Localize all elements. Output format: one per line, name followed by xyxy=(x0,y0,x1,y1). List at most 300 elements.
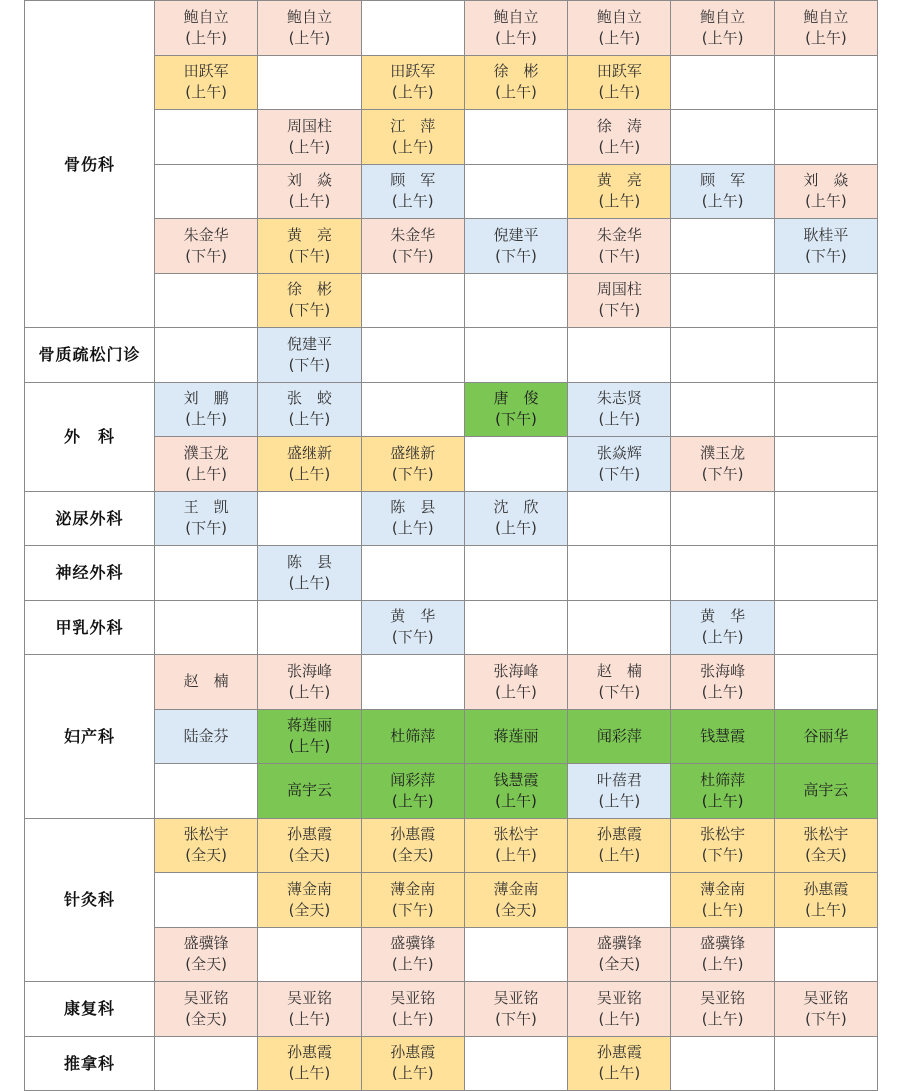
doctor-name: 杜筛萍 xyxy=(390,726,435,747)
empty-cell xyxy=(465,928,568,983)
schedule-cell xyxy=(362,1037,465,1091)
empty-cell xyxy=(775,546,878,601)
schedule-cell xyxy=(362,873,465,928)
shift-time: (下午) xyxy=(495,409,537,430)
doctor-name: 吴亚铭 xyxy=(700,988,745,1009)
shift-time: (下午) xyxy=(289,355,331,376)
shift-time: (下午) xyxy=(392,464,434,485)
shift-time: (下午) xyxy=(289,300,331,321)
empty-cell xyxy=(568,601,671,656)
shift-time: (上午) xyxy=(805,191,847,212)
schedule-cell xyxy=(671,601,774,656)
schedule-cell xyxy=(362,601,465,656)
department-label: 针灸科 xyxy=(25,819,155,983)
empty-cell xyxy=(775,1037,878,1091)
shift-time: (全天) xyxy=(185,954,227,975)
shift-time: (上午) xyxy=(598,1063,640,1084)
doctor-name: 高宇云 xyxy=(287,780,332,801)
shift-time: (下午) xyxy=(598,682,640,703)
doctor-name: 张海峰 xyxy=(287,661,332,682)
doctor-name: 鲍自立 xyxy=(597,7,642,28)
schedule-cell xyxy=(362,764,465,819)
schedule-cell xyxy=(465,710,568,765)
empty-cell xyxy=(568,328,671,383)
doctor-name: 蒋莲丽 xyxy=(287,715,332,736)
department-label: 甲乳外科 xyxy=(25,601,155,656)
shift-time: (上午) xyxy=(392,791,434,812)
doctor-name: 田跃军 xyxy=(184,61,229,82)
schedule-cell xyxy=(155,492,258,547)
doctor-name: 顾 军 xyxy=(390,170,435,191)
doctor-name: 吴亚铭 xyxy=(287,988,332,1009)
doctor-name: 田跃军 xyxy=(390,61,435,82)
doctor-name: 钱慧霞 xyxy=(494,770,539,791)
shift-time: (下午) xyxy=(185,246,227,267)
empty-cell xyxy=(775,437,878,492)
shift-time: (下午) xyxy=(702,845,744,866)
shift-time: (上午) xyxy=(289,137,331,158)
schedule-cell xyxy=(362,928,465,983)
shift-time: (下午) xyxy=(598,246,640,267)
doctor-name: 闻彩萍 xyxy=(390,770,435,791)
shift-time: (全天) xyxy=(185,845,227,866)
empty-cell xyxy=(671,492,774,547)
schedule-cell xyxy=(155,982,258,1037)
doctor-name: 薄金南 xyxy=(494,879,539,900)
shift-time: (上午) xyxy=(702,682,744,703)
doctor-name: 吴亚铭 xyxy=(184,988,229,1009)
shift-time: (上午) xyxy=(495,28,537,49)
schedule-cell xyxy=(258,546,361,601)
schedule-cell xyxy=(465,1,568,56)
shift-time: (上午) xyxy=(598,137,640,158)
empty-cell xyxy=(155,873,258,928)
schedule-cell xyxy=(671,165,774,220)
doctor-name: 盛骥锋 xyxy=(597,933,642,954)
schedule-cell xyxy=(155,56,258,111)
doctor-name: 鲍自立 xyxy=(287,7,332,28)
empty-cell xyxy=(775,274,878,329)
schedule-cell xyxy=(671,1,774,56)
schedule-cell xyxy=(258,328,361,383)
empty-cell xyxy=(258,56,361,111)
shift-time: (上午) xyxy=(289,573,331,594)
doctor-name: 唐 俊 xyxy=(494,388,539,409)
empty-cell xyxy=(671,383,774,438)
empty-cell xyxy=(775,56,878,111)
schedule-cell xyxy=(258,710,361,765)
shift-time: (上午) xyxy=(392,1063,434,1084)
shift-time: (上午) xyxy=(495,845,537,866)
schedule-cell xyxy=(258,1,361,56)
schedule-cell xyxy=(362,982,465,1037)
doctor-name: 徐 彬 xyxy=(494,61,539,82)
empty-cell xyxy=(465,601,568,656)
shift-time: (上午) xyxy=(289,1009,331,1030)
empty-cell xyxy=(671,274,774,329)
shift-time: (上午) xyxy=(289,191,331,212)
empty-cell xyxy=(465,437,568,492)
doctor-name: 鲍自立 xyxy=(700,7,745,28)
shift-time: (下午) xyxy=(805,246,847,267)
shift-time: (上午) xyxy=(702,1009,744,1030)
schedule-cell xyxy=(775,165,878,220)
shift-time: (上午) xyxy=(495,791,537,812)
shift-time: (上午) xyxy=(289,1063,331,1084)
empty-cell xyxy=(671,328,774,383)
doctor-name: 濮玉龙 xyxy=(700,443,745,464)
shift-time: (下午) xyxy=(185,518,227,539)
doctor-name: 吴亚铭 xyxy=(494,988,539,1009)
schedule-cell xyxy=(671,655,774,710)
shift-time: (全天) xyxy=(598,954,640,975)
doctor-name: 倪建平 xyxy=(494,225,539,246)
doctor-name: 朱志贤 xyxy=(597,388,642,409)
schedule-cell xyxy=(671,437,774,492)
shift-time: (上午) xyxy=(185,464,227,485)
shift-time: (上午) xyxy=(598,28,640,49)
doctor-name: 孙惠霞 xyxy=(597,824,642,845)
schedule-cell xyxy=(258,655,361,710)
doctor-name: 赵 楠 xyxy=(184,671,229,692)
schedule-cell xyxy=(775,764,878,819)
doctor-name: 叶蓓君 xyxy=(597,770,642,791)
shift-time: (上午) xyxy=(289,409,331,430)
doctor-name: 孙惠霞 xyxy=(803,879,848,900)
shift-time: (上午) xyxy=(289,736,331,757)
shift-time: (上午) xyxy=(805,900,847,921)
doctor-name: 张海峰 xyxy=(494,661,539,682)
doctor-name: 黄 亮 xyxy=(287,225,332,246)
schedule-cell xyxy=(568,165,671,220)
schedule-cell xyxy=(362,56,465,111)
doctor-name: 杜筛萍 xyxy=(700,770,745,791)
doctor-name: 盛骥锋 xyxy=(700,933,745,954)
shift-time: (上午) xyxy=(392,191,434,212)
doctor-name: 朱金华 xyxy=(390,225,435,246)
empty-cell xyxy=(258,928,361,983)
schedule-cell xyxy=(362,492,465,547)
schedule-cell xyxy=(775,982,878,1037)
schedule-cell xyxy=(465,873,568,928)
empty-cell xyxy=(155,1037,258,1091)
empty-cell xyxy=(465,274,568,329)
shift-time: (上午) xyxy=(598,791,640,812)
empty-cell xyxy=(568,492,671,547)
schedule-cell xyxy=(362,710,465,765)
doctor-name: 朱金华 xyxy=(597,225,642,246)
doctor-name: 徐 彬 xyxy=(287,279,332,300)
schedule-cell xyxy=(775,710,878,765)
doctor-name: 谷丽华 xyxy=(803,726,848,747)
schedule-cell xyxy=(568,383,671,438)
shift-time: (全天) xyxy=(289,845,331,866)
doctor-name: 张焱辉 xyxy=(597,443,642,464)
shift-time: (上午) xyxy=(702,28,744,49)
doctor-name: 吴亚铭 xyxy=(803,988,848,1009)
department-label: 骨伤科 xyxy=(25,1,155,328)
doctor-name: 钱慧霞 xyxy=(700,726,745,747)
shift-time: (上午) xyxy=(392,82,434,103)
empty-cell xyxy=(671,56,774,111)
doctor-name: 濮玉龙 xyxy=(184,443,229,464)
empty-cell xyxy=(465,546,568,601)
empty-cell xyxy=(155,165,258,220)
doctor-name: 朱金华 xyxy=(184,225,229,246)
schedule-cell xyxy=(155,655,258,710)
schedule-cell xyxy=(362,219,465,274)
schedule-cell xyxy=(258,219,361,274)
schedule-cell xyxy=(258,764,361,819)
shift-time: (上午) xyxy=(392,137,434,158)
doctor-name: 倪建平 xyxy=(287,334,332,355)
schedule-cell xyxy=(775,219,878,274)
department-label: 泌尿外科 xyxy=(25,492,155,547)
schedule-cell xyxy=(465,492,568,547)
empty-cell xyxy=(775,492,878,547)
empty-cell xyxy=(671,546,774,601)
empty-cell xyxy=(775,601,878,656)
shift-time: (下午) xyxy=(392,900,434,921)
shift-time: (下午) xyxy=(702,464,744,485)
schedule-cell xyxy=(671,982,774,1037)
schedule-cell xyxy=(568,437,671,492)
empty-cell xyxy=(155,110,258,165)
schedule-cell xyxy=(258,383,361,438)
schedule-cell xyxy=(465,56,568,111)
doctor-name: 黄 华 xyxy=(700,606,745,627)
schedule-cell xyxy=(155,928,258,983)
schedule-cell xyxy=(568,1037,671,1091)
empty-cell xyxy=(155,274,258,329)
empty-cell xyxy=(465,1037,568,1091)
doctor-name: 黄 华 xyxy=(390,606,435,627)
schedule-cell xyxy=(775,873,878,928)
empty-cell xyxy=(258,601,361,656)
shift-time: (上午) xyxy=(185,82,227,103)
doctor-name: 徐 涛 xyxy=(597,116,642,137)
schedule-cell xyxy=(568,56,671,111)
shift-time: (全天) xyxy=(185,1009,227,1030)
doctor-name: 刘 焱 xyxy=(287,170,332,191)
schedule-cell xyxy=(258,982,361,1037)
empty-cell xyxy=(362,655,465,710)
schedule-cell xyxy=(155,437,258,492)
department-label: 妇产科 xyxy=(25,655,155,819)
doctor-name: 沈 欣 xyxy=(494,497,539,518)
shift-time: (上午) xyxy=(495,518,537,539)
empty-cell xyxy=(155,546,258,601)
schedule-cell xyxy=(465,982,568,1037)
doctor-name: 孙惠霞 xyxy=(390,1042,435,1063)
schedule-cell xyxy=(258,437,361,492)
department-label: 康复科 xyxy=(25,982,155,1037)
shift-time: (上午) xyxy=(392,954,434,975)
doctor-name: 王 凯 xyxy=(184,497,229,518)
empty-cell xyxy=(155,601,258,656)
department-label: 骨质疏松门诊 xyxy=(25,328,155,383)
empty-cell xyxy=(775,928,878,983)
schedule-cell xyxy=(258,274,361,329)
shift-time: (上午) xyxy=(495,682,537,703)
schedule-cell xyxy=(465,383,568,438)
empty-cell xyxy=(465,110,568,165)
doctor-name: 孙惠霞 xyxy=(287,1042,332,1063)
shift-time: (全天) xyxy=(805,845,847,866)
doctor-name: 陈 县 xyxy=(390,497,435,518)
shift-time: (下午) xyxy=(495,246,537,267)
schedule-cell xyxy=(568,1,671,56)
shift-time: (上午) xyxy=(702,191,744,212)
doctor-name: 张 蛟 xyxy=(287,388,332,409)
shift-time: (下午) xyxy=(598,300,640,321)
schedule-cell xyxy=(465,764,568,819)
empty-cell xyxy=(671,219,774,274)
doctor-name: 盛骥锋 xyxy=(184,933,229,954)
doctor-name: 鲍自立 xyxy=(494,7,539,28)
schedule-cell xyxy=(568,710,671,765)
schedule-table xyxy=(24,0,878,1091)
shift-time: (下午) xyxy=(805,1009,847,1030)
shift-time: (全天) xyxy=(495,900,537,921)
empty-cell xyxy=(671,1037,774,1091)
shift-time: (下午) xyxy=(392,246,434,267)
doctor-name: 黄 亮 xyxy=(597,170,642,191)
empty-cell xyxy=(155,764,258,819)
empty-cell xyxy=(362,328,465,383)
doctor-name: 孙惠霞 xyxy=(390,824,435,845)
doctor-name: 耿桂平 xyxy=(803,225,848,246)
schedule-cell xyxy=(258,110,361,165)
shift-time: (全天) xyxy=(392,845,434,866)
doctor-name: 吴亚铭 xyxy=(597,988,642,1009)
doctor-name: 陆金芬 xyxy=(184,726,229,747)
schedule-cell xyxy=(568,819,671,874)
schedule-cell xyxy=(568,982,671,1037)
doctor-name: 鲍自立 xyxy=(184,7,229,28)
doctor-name: 高宇云 xyxy=(803,780,848,801)
shift-time: (上午) xyxy=(702,900,744,921)
schedule-cell xyxy=(258,819,361,874)
empty-cell xyxy=(362,274,465,329)
schedule-cell xyxy=(155,710,258,765)
shift-time: (上午) xyxy=(598,82,640,103)
schedule-cell xyxy=(568,110,671,165)
shift-time: (上午) xyxy=(598,191,640,212)
schedule-cell xyxy=(155,819,258,874)
shift-time: (上午) xyxy=(289,28,331,49)
schedule-cell xyxy=(155,383,258,438)
schedule-cell xyxy=(775,819,878,874)
schedule-cell xyxy=(362,110,465,165)
shift-time: (上午) xyxy=(702,954,744,975)
schedule-cell xyxy=(568,928,671,983)
empty-cell xyxy=(568,546,671,601)
empty-cell xyxy=(775,655,878,710)
shift-time: (上午) xyxy=(392,1009,434,1030)
shift-time: (下午) xyxy=(495,1009,537,1030)
schedule-cell xyxy=(465,819,568,874)
doctor-name: 陈 县 xyxy=(287,552,332,573)
doctor-name: 孙惠霞 xyxy=(287,824,332,845)
department-label: 神经外科 xyxy=(25,546,155,601)
shift-time: (下午) xyxy=(598,464,640,485)
doctor-name: 孙惠霞 xyxy=(597,1042,642,1063)
doctor-name: 吴亚铭 xyxy=(390,988,435,1009)
doctor-name: 江 萍 xyxy=(390,116,435,137)
empty-cell xyxy=(775,110,878,165)
schedule-cell xyxy=(258,1037,361,1091)
doctor-name: 薄金南 xyxy=(390,879,435,900)
doctor-name: 周国柱 xyxy=(287,116,332,137)
schedule-cell xyxy=(155,219,258,274)
doctor-name: 张松宇 xyxy=(700,824,745,845)
schedule-cell xyxy=(671,710,774,765)
shift-time: (下午) xyxy=(392,627,434,648)
doctor-name: 盛继新 xyxy=(390,443,435,464)
empty-cell xyxy=(465,165,568,220)
empty-cell xyxy=(155,328,258,383)
doctor-name: 张海峰 xyxy=(700,661,745,682)
empty-cell xyxy=(362,383,465,438)
doctor-name: 顾 军 xyxy=(700,170,745,191)
schedule-cell xyxy=(362,437,465,492)
shift-time: (上午) xyxy=(598,409,640,430)
doctor-name: 闻彩萍 xyxy=(597,726,642,747)
shift-time: (上午) xyxy=(289,682,331,703)
doctor-name: 赵 楠 xyxy=(597,661,642,682)
doctor-name: 薄金南 xyxy=(287,879,332,900)
schedule-cell xyxy=(568,219,671,274)
empty-cell xyxy=(775,383,878,438)
shift-time: (上午) xyxy=(598,1009,640,1030)
schedule-cell xyxy=(362,819,465,874)
doctor-name: 盛骥锋 xyxy=(390,933,435,954)
schedule-cell xyxy=(362,165,465,220)
schedule-cell xyxy=(775,1,878,56)
doctor-name: 周国柱 xyxy=(597,279,642,300)
schedule-cell xyxy=(671,764,774,819)
schedule-cell xyxy=(568,764,671,819)
empty-cell xyxy=(568,873,671,928)
doctor-name: 张松宇 xyxy=(494,824,539,845)
doctor-name: 刘 鹏 xyxy=(184,388,229,409)
empty-cell xyxy=(362,1,465,56)
shift-time: (上午) xyxy=(185,409,227,430)
shift-time: (上午) xyxy=(702,627,744,648)
shift-time: (上午) xyxy=(185,28,227,49)
empty-cell xyxy=(362,546,465,601)
schedule-cell xyxy=(465,655,568,710)
empty-cell xyxy=(258,492,361,547)
empty-cell xyxy=(465,328,568,383)
doctor-name: 田跃军 xyxy=(597,61,642,82)
schedule-cell xyxy=(671,873,774,928)
shift-time: (上午) xyxy=(289,464,331,485)
empty-cell xyxy=(775,328,878,383)
shift-time: (上午) xyxy=(702,791,744,812)
shift-time: (全天) xyxy=(289,900,331,921)
doctor-name: 刘 焱 xyxy=(803,170,848,191)
schedule-cell xyxy=(568,655,671,710)
schedule-cell xyxy=(671,819,774,874)
shift-time: (上午) xyxy=(495,82,537,103)
schedule-cell xyxy=(258,873,361,928)
schedule-cell xyxy=(258,165,361,220)
department-label: 外 科 xyxy=(25,383,155,492)
doctor-name: 蒋莲丽 xyxy=(494,726,539,747)
schedule-cell xyxy=(155,1,258,56)
